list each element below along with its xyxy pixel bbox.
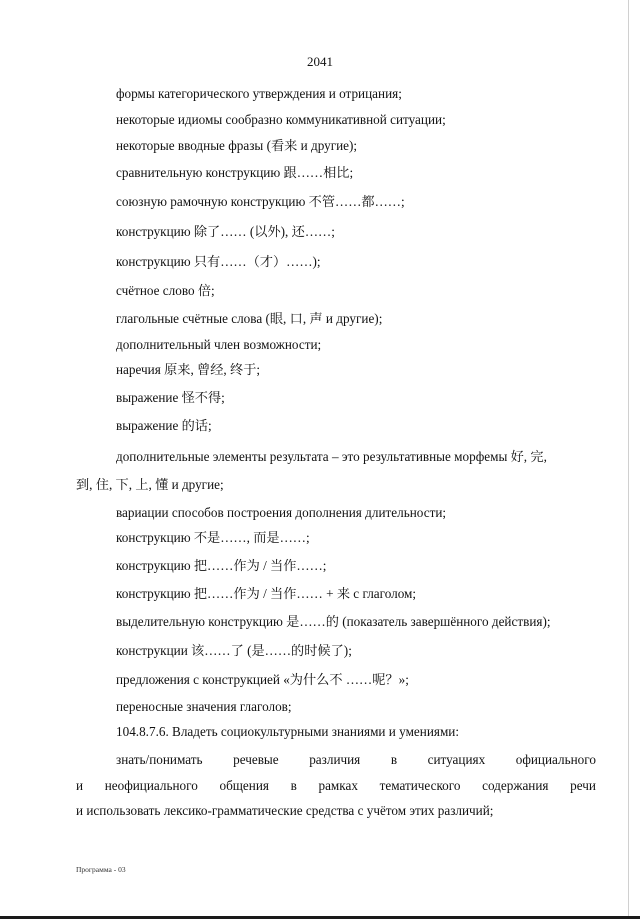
section-heading: 104.8.7.6. Владеть социокультурными знаниями и умениями: (116, 724, 460, 739)
word: содержания (482, 778, 549, 793)
footer-label: Программа - 03 (76, 865, 126, 874)
paragraph-line-3: и использовать лексико-грамматические средства с учётом этих различий; (76, 803, 494, 818)
text-line-19: конструкцию 把……作为 / 当作…… + 来 с глаголом; (116, 586, 417, 601)
text-line-6: конструкцию 除了…… (以外), 还……; (116, 224, 335, 239)
text-line-11: наречия 原来, 曾经, 终于; (116, 362, 261, 377)
paragraph-line-2 (76, 778, 596, 794)
text-line-16: вариации способов построения дополнения длительности; (116, 505, 447, 520)
word: и (76, 778, 84, 793)
text-line-7: конструкцию 只有……（才）……); (116, 254, 321, 269)
text-line-9: глагольные счётные слова (眼, 口, 声 и другие); (116, 311, 383, 326)
paragraph-line-1 (116, 752, 596, 768)
text-line-8: счётное слово 倍; (116, 283, 215, 298)
text-line-15: 到, 住, 下, 上, 懂 и другие; (76, 477, 224, 492)
text-line-22: предложения с конструкцией «为什么不 ……呢？»; (116, 672, 409, 687)
text-line-14: дополнительные элементы результата – это результативные морфемы 好, 完, (116, 449, 547, 464)
word: тематического (379, 778, 461, 793)
text-line-3: некоторые вводные фразы (看来 и другие); (116, 138, 358, 153)
word: в (290, 778, 297, 793)
text-line-12: выражение 怪不得; (116, 390, 225, 405)
word: общения (219, 778, 269, 793)
word: официального (515, 752, 596, 767)
text-line-2: некоторые идиомы сообразно коммуникативной ситуации; (116, 112, 446, 127)
text-line-5: союзную рамочную конструкцию 不管……都……; (116, 194, 405, 209)
text-line-23: переносные значения глаголов; (116, 699, 292, 714)
text-line-13: выражение 的话; (116, 418, 212, 433)
word: ситуациях (427, 752, 486, 767)
text-line-10: дополнительный член возможности; (116, 337, 322, 352)
text-line-20: выделительную конструкцию 是……的 (показатель завершённого действия); (116, 614, 551, 629)
text-line-21: конструкции 该……了 (是……的时候了); (116, 643, 352, 658)
page-number: 2041 (307, 54, 333, 69)
word: речи (570, 778, 596, 793)
scan-edge-right (628, 0, 629, 919)
text-line-1: формы категорического утверждения и отрицания; (116, 86, 402, 101)
word: знать/понимать (116, 752, 203, 767)
text-line-17: конструкцию 不是……, 而是……; (116, 530, 310, 545)
word: в (390, 752, 398, 767)
word: различия (309, 752, 361, 767)
word: неофициального (104, 778, 198, 793)
word: рамках (318, 778, 358, 793)
text-line-4: сравнительную конструкцию 跟……相比; (116, 165, 354, 180)
text-line-18: конструкцию 把……作为 / 当作……; (116, 558, 327, 573)
word: речевые (233, 752, 279, 767)
